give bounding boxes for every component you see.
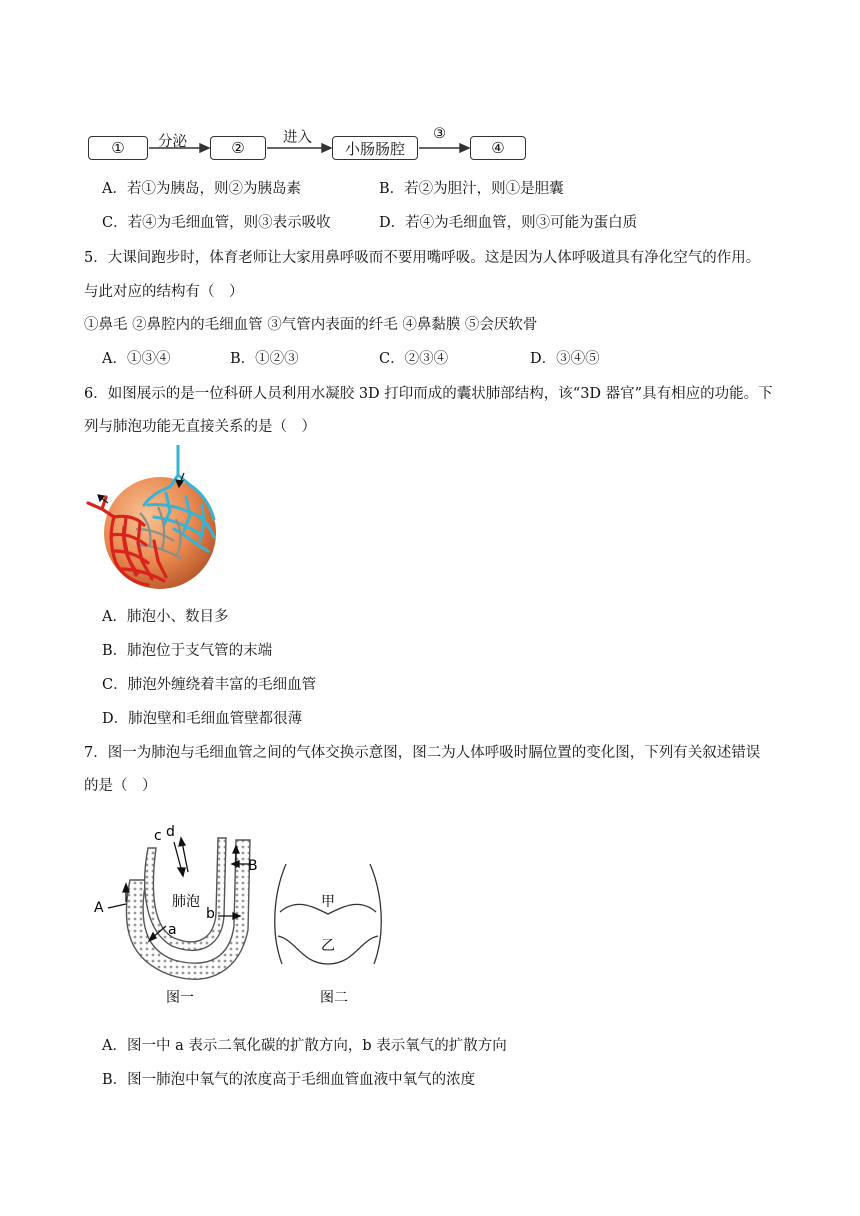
q6-option-c: C．肺泡外缠绕着丰富的毛细血管	[102, 677, 317, 693]
fig2-caption: 图二	[320, 990, 348, 1006]
fig1-label-alveolus: 肺泡	[172, 894, 200, 910]
q7-option-a: A．图一中 a 表示二氧化碳的扩散方向，b 表示氧气的扩散方向	[102, 1038, 507, 1054]
q5-items: ①鼻毛 ②鼻腔内的毛细血管 ③气管内表面的纤毛 ④鼻黏膜 ⑤会厌软骨	[84, 317, 538, 333]
q5-stem-line2: 与此对应的结构有（ ）	[84, 284, 244, 300]
q6-option-b: B．肺泡位于支气管的末端	[102, 643, 273, 659]
q5-option-c: C．②③④	[379, 351, 449, 367]
figure2-diaphragm-diagram	[266, 852, 396, 1012]
q4-option-a: A．若①为胰岛，则②为胰岛素	[102, 181, 301, 197]
flow-arrow-3-label: ③	[433, 126, 446, 142]
fig2-label-upper: 甲	[321, 894, 335, 910]
figure1-gas-exchange-diagram	[90, 820, 280, 1010]
flow-box-4: ④	[470, 136, 526, 160]
flow-box-2: ②	[210, 136, 266, 160]
flow-arrow-2-label: 进入	[283, 130, 312, 146]
q6-stem-line2: 列与肺泡功能无直接关系的是（ ）	[84, 419, 316, 435]
q6-option-d: D．肺泡壁和毛细血管壁都很薄	[102, 711, 303, 727]
fig2-label-lower: 乙	[321, 938, 335, 954]
fig1-label-a: a	[168, 922, 177, 938]
q6-option-a: A．肺泡小、数目多	[102, 609, 229, 625]
q7-stem-line2: 的是（ ）	[84, 778, 157, 794]
fig1-label-A: A	[94, 900, 104, 916]
fig1-label-B: B	[248, 858, 258, 874]
q4-option-b: B．若②为胆汁，则①是胆囊	[379, 181, 564, 197]
flow-arrow-1-label: 分泌	[158, 134, 187, 150]
q6-stem-line1: 6．如图展示的是一位科研人员利用水凝胶 3D 打印而成的囊状肺部结构，该“3D 器官”具有相应的功能。下	[84, 386, 773, 402]
q5-stem-line1: 5．大课间跑步时，体育老师让大家用鼻呼吸而不要用嘴呼吸。这是因为人体呼吸道具有净化空气的作用。	[84, 250, 761, 266]
q7-option-b: B．图一肺泡中氧气的浓度高于毛细血管血液中氧气的浓度	[102, 1072, 476, 1088]
fig1-caption: 图一	[166, 990, 194, 1006]
q5-option-d: D．③④⑤	[530, 351, 600, 367]
q7-stem-line1: 7．图一为肺泡与毛细血管之间的气体交换示意图，图二为人体呼吸时膈位置的变化图，下列有关叙述错误	[84, 745, 761, 761]
fig1-label-c: c	[154, 828, 162, 844]
fig1-label-d: d	[166, 824, 175, 840]
q4-option-d: D．若④为毛细血管，则③可能为蛋白质	[379, 215, 638, 231]
flow-box-1: ①	[88, 136, 148, 160]
q5-option-b: B．①②③	[230, 351, 299, 367]
flow-arrows	[0, 0, 860, 200]
fig1-label-b: b	[206, 906, 215, 922]
q4-option-c: C．若④为毛细血管，则③表示吸收	[102, 215, 331, 231]
q5-option-a: A．①③④	[102, 351, 171, 367]
alveolus-3d-image	[78, 445, 228, 593]
flow-box-3: 小肠肠腔	[332, 136, 418, 160]
